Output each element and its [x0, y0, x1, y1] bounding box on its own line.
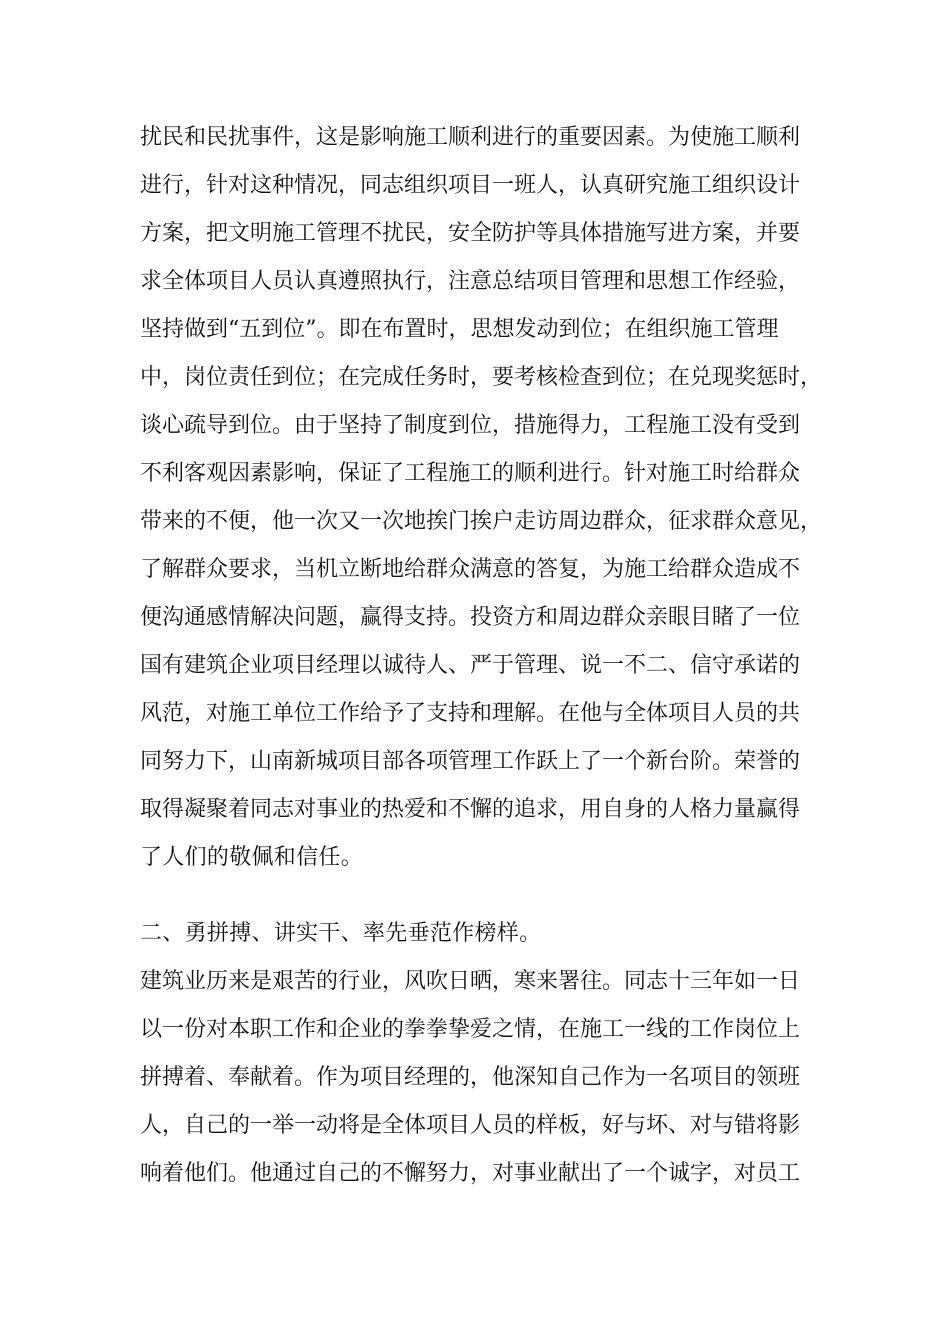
- text-line: 取得凝聚着同志对事业的热爱和不懈的追求，用自身的人格力量赢得: [140, 797, 801, 822]
- text-line: 人，自己的一举一动将是全体项目人员的样板，好与坏、对与错将影: [140, 1113, 801, 1138]
- text-line: 了解群众要求，当机立断地给群众满意的答复，为施工给群众造成不: [140, 557, 801, 582]
- text-line: 国有建筑企业项目经理以诚待人、严于管理、说一不二、信守承诺的: [140, 653, 801, 678]
- text-line: 便沟通感情解决问题，赢得支持。投资方和周边群众亲眼目睹了一位: [140, 605, 801, 630]
- text-line: 响着他们。他通过自己的不懈努力，对事业献出了一个诚字，对员工: [140, 1161, 801, 1186]
- text-line: 中，岗位责任到位；在完成任务时，要考核检查到位；在兑现奖惩时，: [140, 365, 823, 390]
- text-line: 求全体项目人员认真遵照执行，注意总结项目管理和思想工作经验，: [140, 269, 801, 294]
- text-line: 谈心疏导到位。由于坚持了制度到位，措施得力，工程施工没有受到: [140, 413, 801, 438]
- text-line: 坚持做到“五到位”。即在布置时，思想发动到位；在组织施工管理: [140, 317, 779, 342]
- section-heading: 二、勇拼搏、讲实干、率先垂范作榜样。: [140, 921, 542, 946]
- text-line: 以一份对本职工作和企业的拳拳挚爱之情，在施工一线的工作岗位上: [140, 1017, 801, 1042]
- text-line: 风范，对施工单位工作给予了支持和理解。在他与全体项目人员的共: [140, 701, 801, 726]
- text-line: 了人们的敬佩和信任。: [140, 845, 364, 870]
- text-line: 同努力下，山南新城项目部各项管理工作跃上了一个新台阶。荣誉的: [140, 749, 801, 774]
- text-line: 不利客观因素影响，保证了工程施工的顺利进行。针对施工时给群众: [140, 461, 801, 486]
- text-line: 拼搏着、奉献着。作为项目经理的，他深知自己作为一名项目的领班: [140, 1065, 801, 1090]
- text-line: 进行，针对这种情况，同志组织项目一班人，认真研究施工组织设计: [140, 173, 801, 198]
- text-line: 带来的不便，他一次又一次地挨门挨户走访周边群众，征求群众意见，: [140, 509, 823, 534]
- text-line: 方案，把文明施工管理不扰民，安全防护等具体措施写进方案，并要: [140, 221, 801, 246]
- text-line: 扰民和民扰事件，这是影响施工顺利进行的重要因素。为使施工顺利: [140, 125, 801, 150]
- text-line: 建筑业历来是艰苦的行业，风吹日晒，寒来署往。同志十三年如一日: [140, 969, 801, 994]
